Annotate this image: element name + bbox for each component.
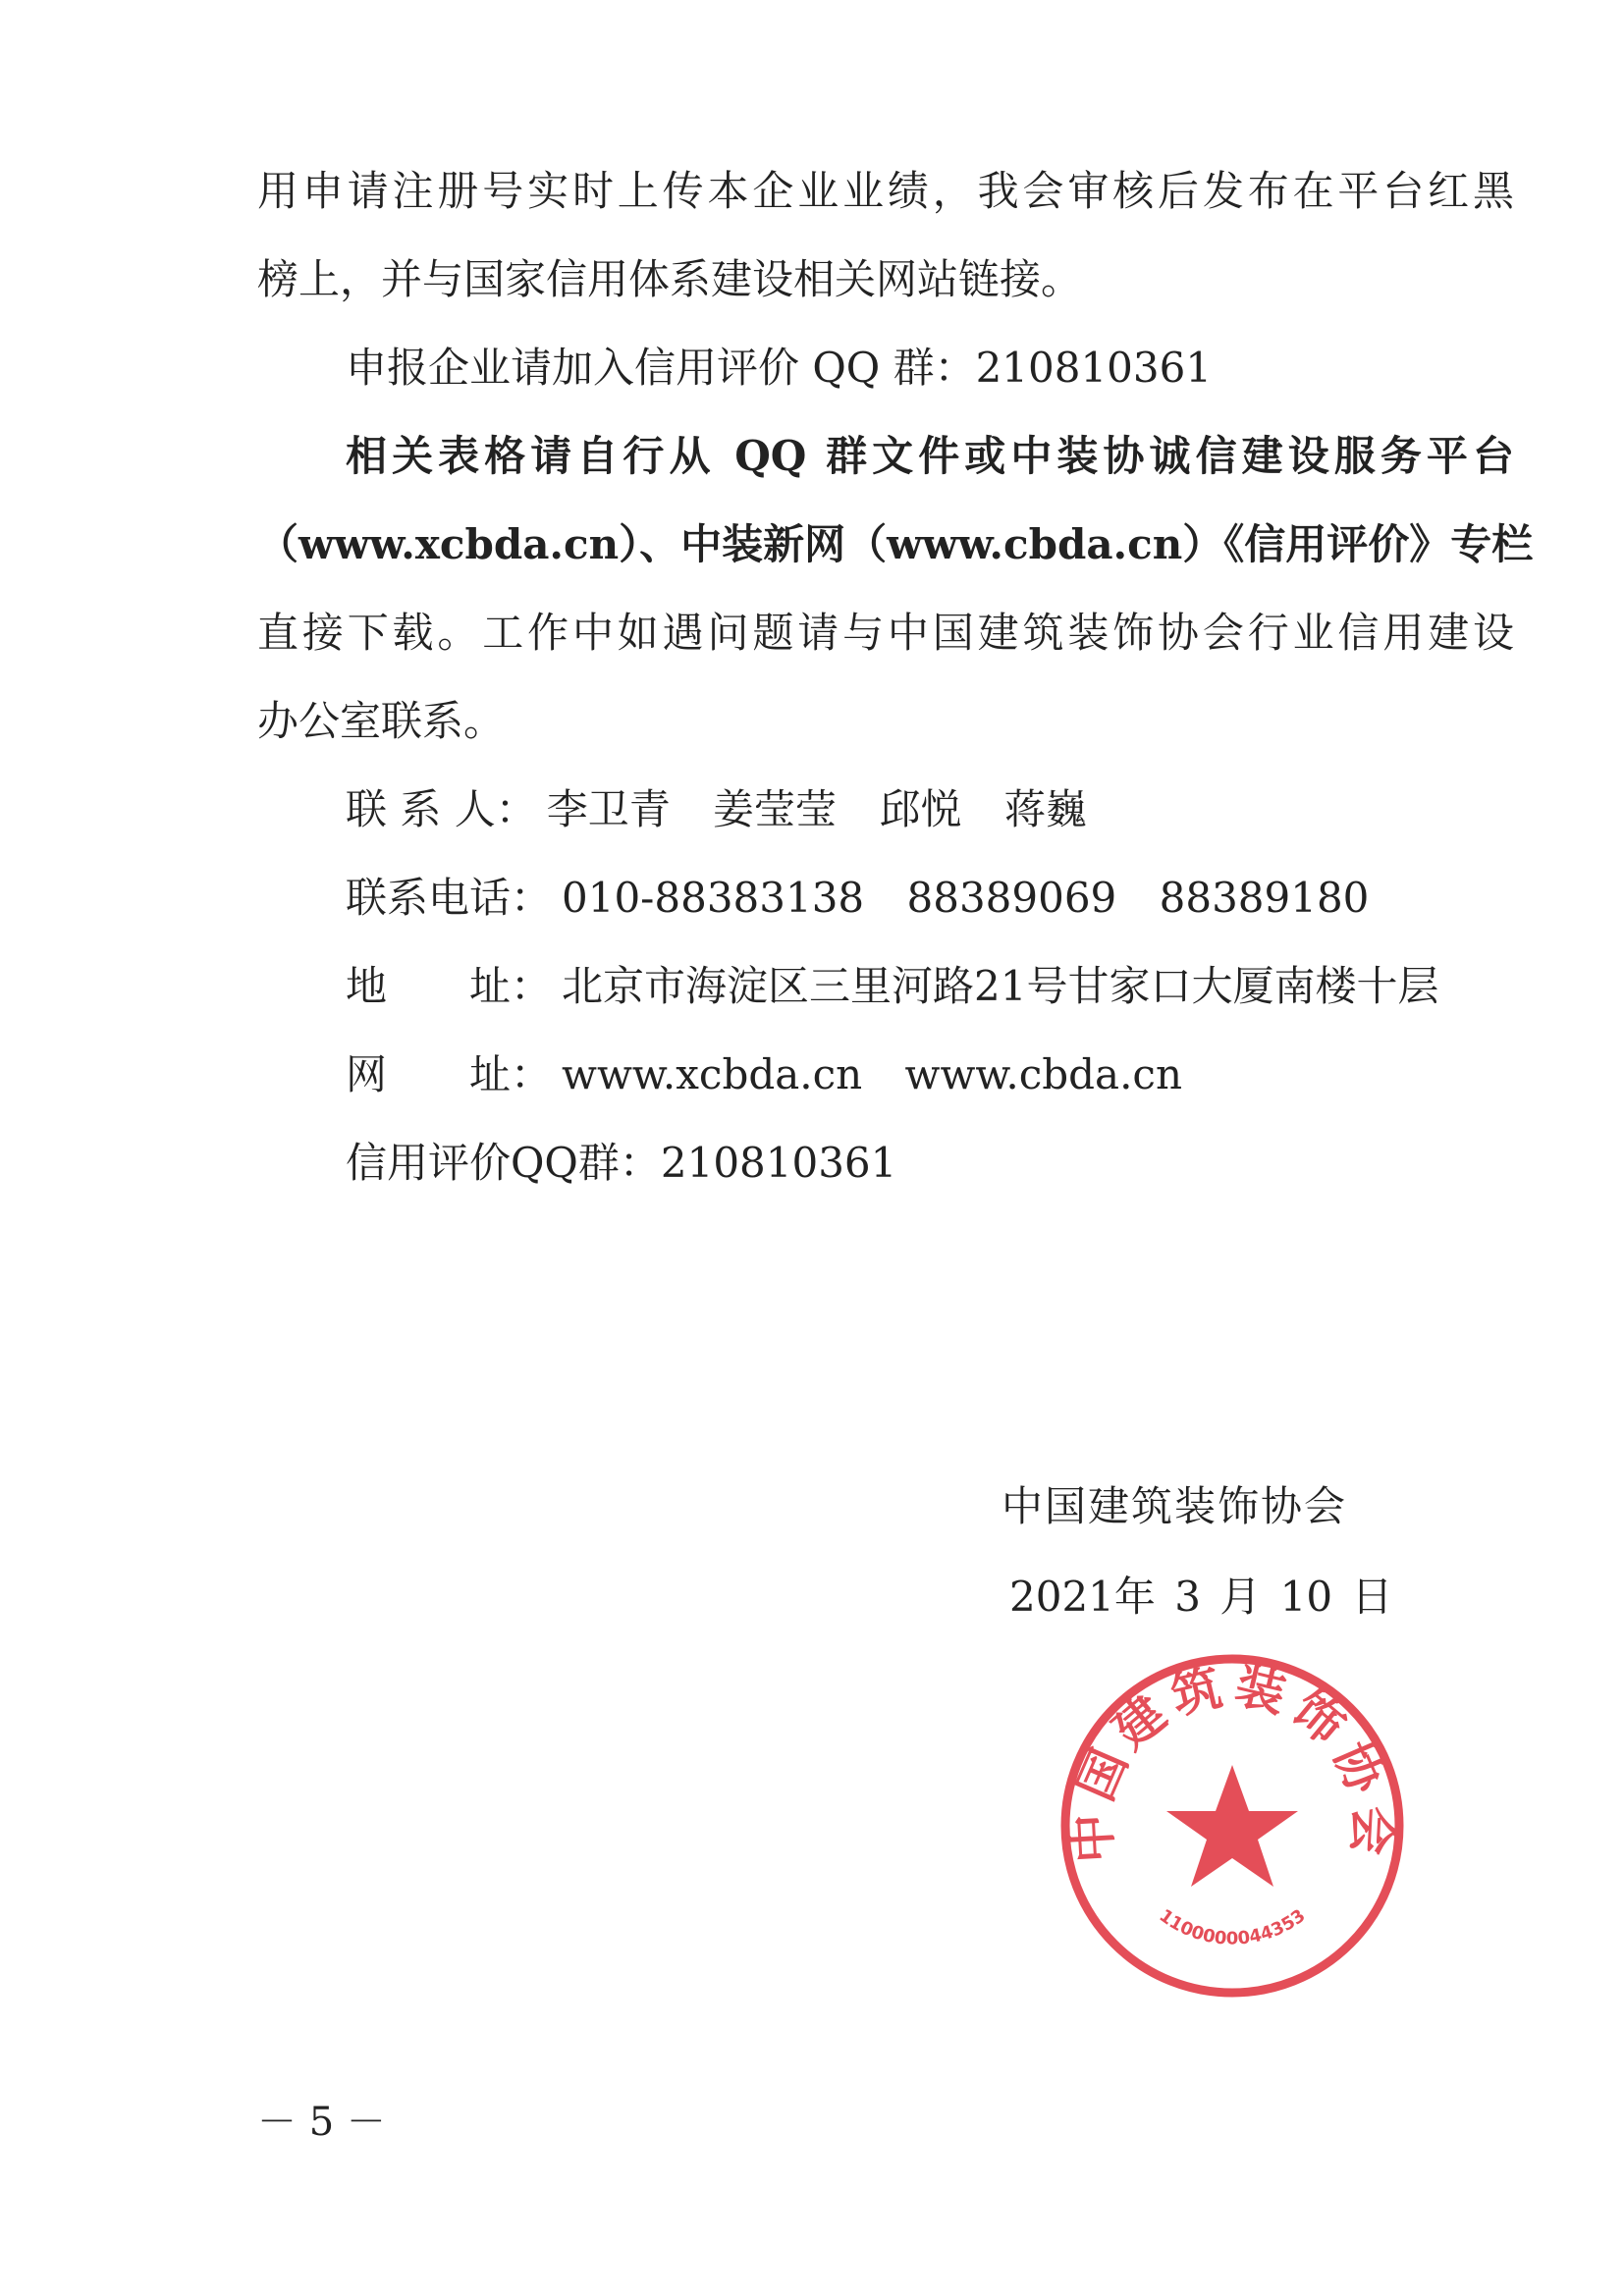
star-icon: [1166, 1765, 1298, 1887]
paragraph-line: 相关表格请自行从 QQ 群文件或中装协诚信建设服务平台: [346, 432, 1514, 480]
contact-website: [346, 1045, 1182, 1104]
contact-label: 地 址：: [346, 962, 553, 1010]
contact-qq-group: [346, 1134, 896, 1193]
paragraph-line: 用申请注册号实时上传本企业业绩，我会审核后发布在平台红黑: [257, 167, 1514, 215]
contact-label: 网 址：: [346, 1050, 553, 1098]
qq-group-paragraph: 申报企业请加入信用评价 QQ 群：210810361: [346, 344, 1213, 392]
contact-value: 李卫青 姜莹莹 邱悦 蒋巍: [546, 785, 1087, 833]
paragraph-line: 办公室联系。: [257, 697, 506, 745]
official-seal-stamp: [1056, 1649, 1409, 2002]
contact-label: 联系电话：: [346, 874, 553, 922]
paragraph-line: （www.xcbda.cn）、中装新网（www.cbda.cn）《信用评价》专栏: [257, 520, 1534, 568]
signature-date: 2021年 3 月 10 日: [1009, 1573, 1393, 1621]
contact-phone: [346, 869, 1369, 928]
paragraph-line: 榜上，并与国家信用体系建设相关网站链接。: [257, 255, 1083, 303]
contact-value: 北京市海淀区三里河路21号甘家口大厦南楼十层: [562, 962, 1439, 1010]
contact-value: www.xcbda.cn www.cbda.cn: [562, 1050, 1183, 1098]
contact-address: [346, 957, 1438, 1016]
stamp-number-text: 1100000044353: [1155, 1905, 1310, 1949]
signature-organization: 中国建筑装饰协会: [1001, 1482, 1348, 1530]
contact-value: 210810361: [660, 1139, 897, 1187]
paragraph-line: 直接下载。工作中如遇问题请与中国建筑装饰协会行业信用建设: [257, 609, 1514, 657]
stamp-org-text: 中国建筑装饰协会: [1062, 1656, 1402, 1865]
contact-label: 联 系 人：: [346, 785, 537, 833]
contact-value: 010-88383138 88389069 88389180: [562, 874, 1370, 922]
page-number: － 5 －: [257, 2100, 386, 2145]
contact-person: [346, 780, 1087, 839]
contact-label: 信用评价QQ群：: [346, 1139, 661, 1187]
